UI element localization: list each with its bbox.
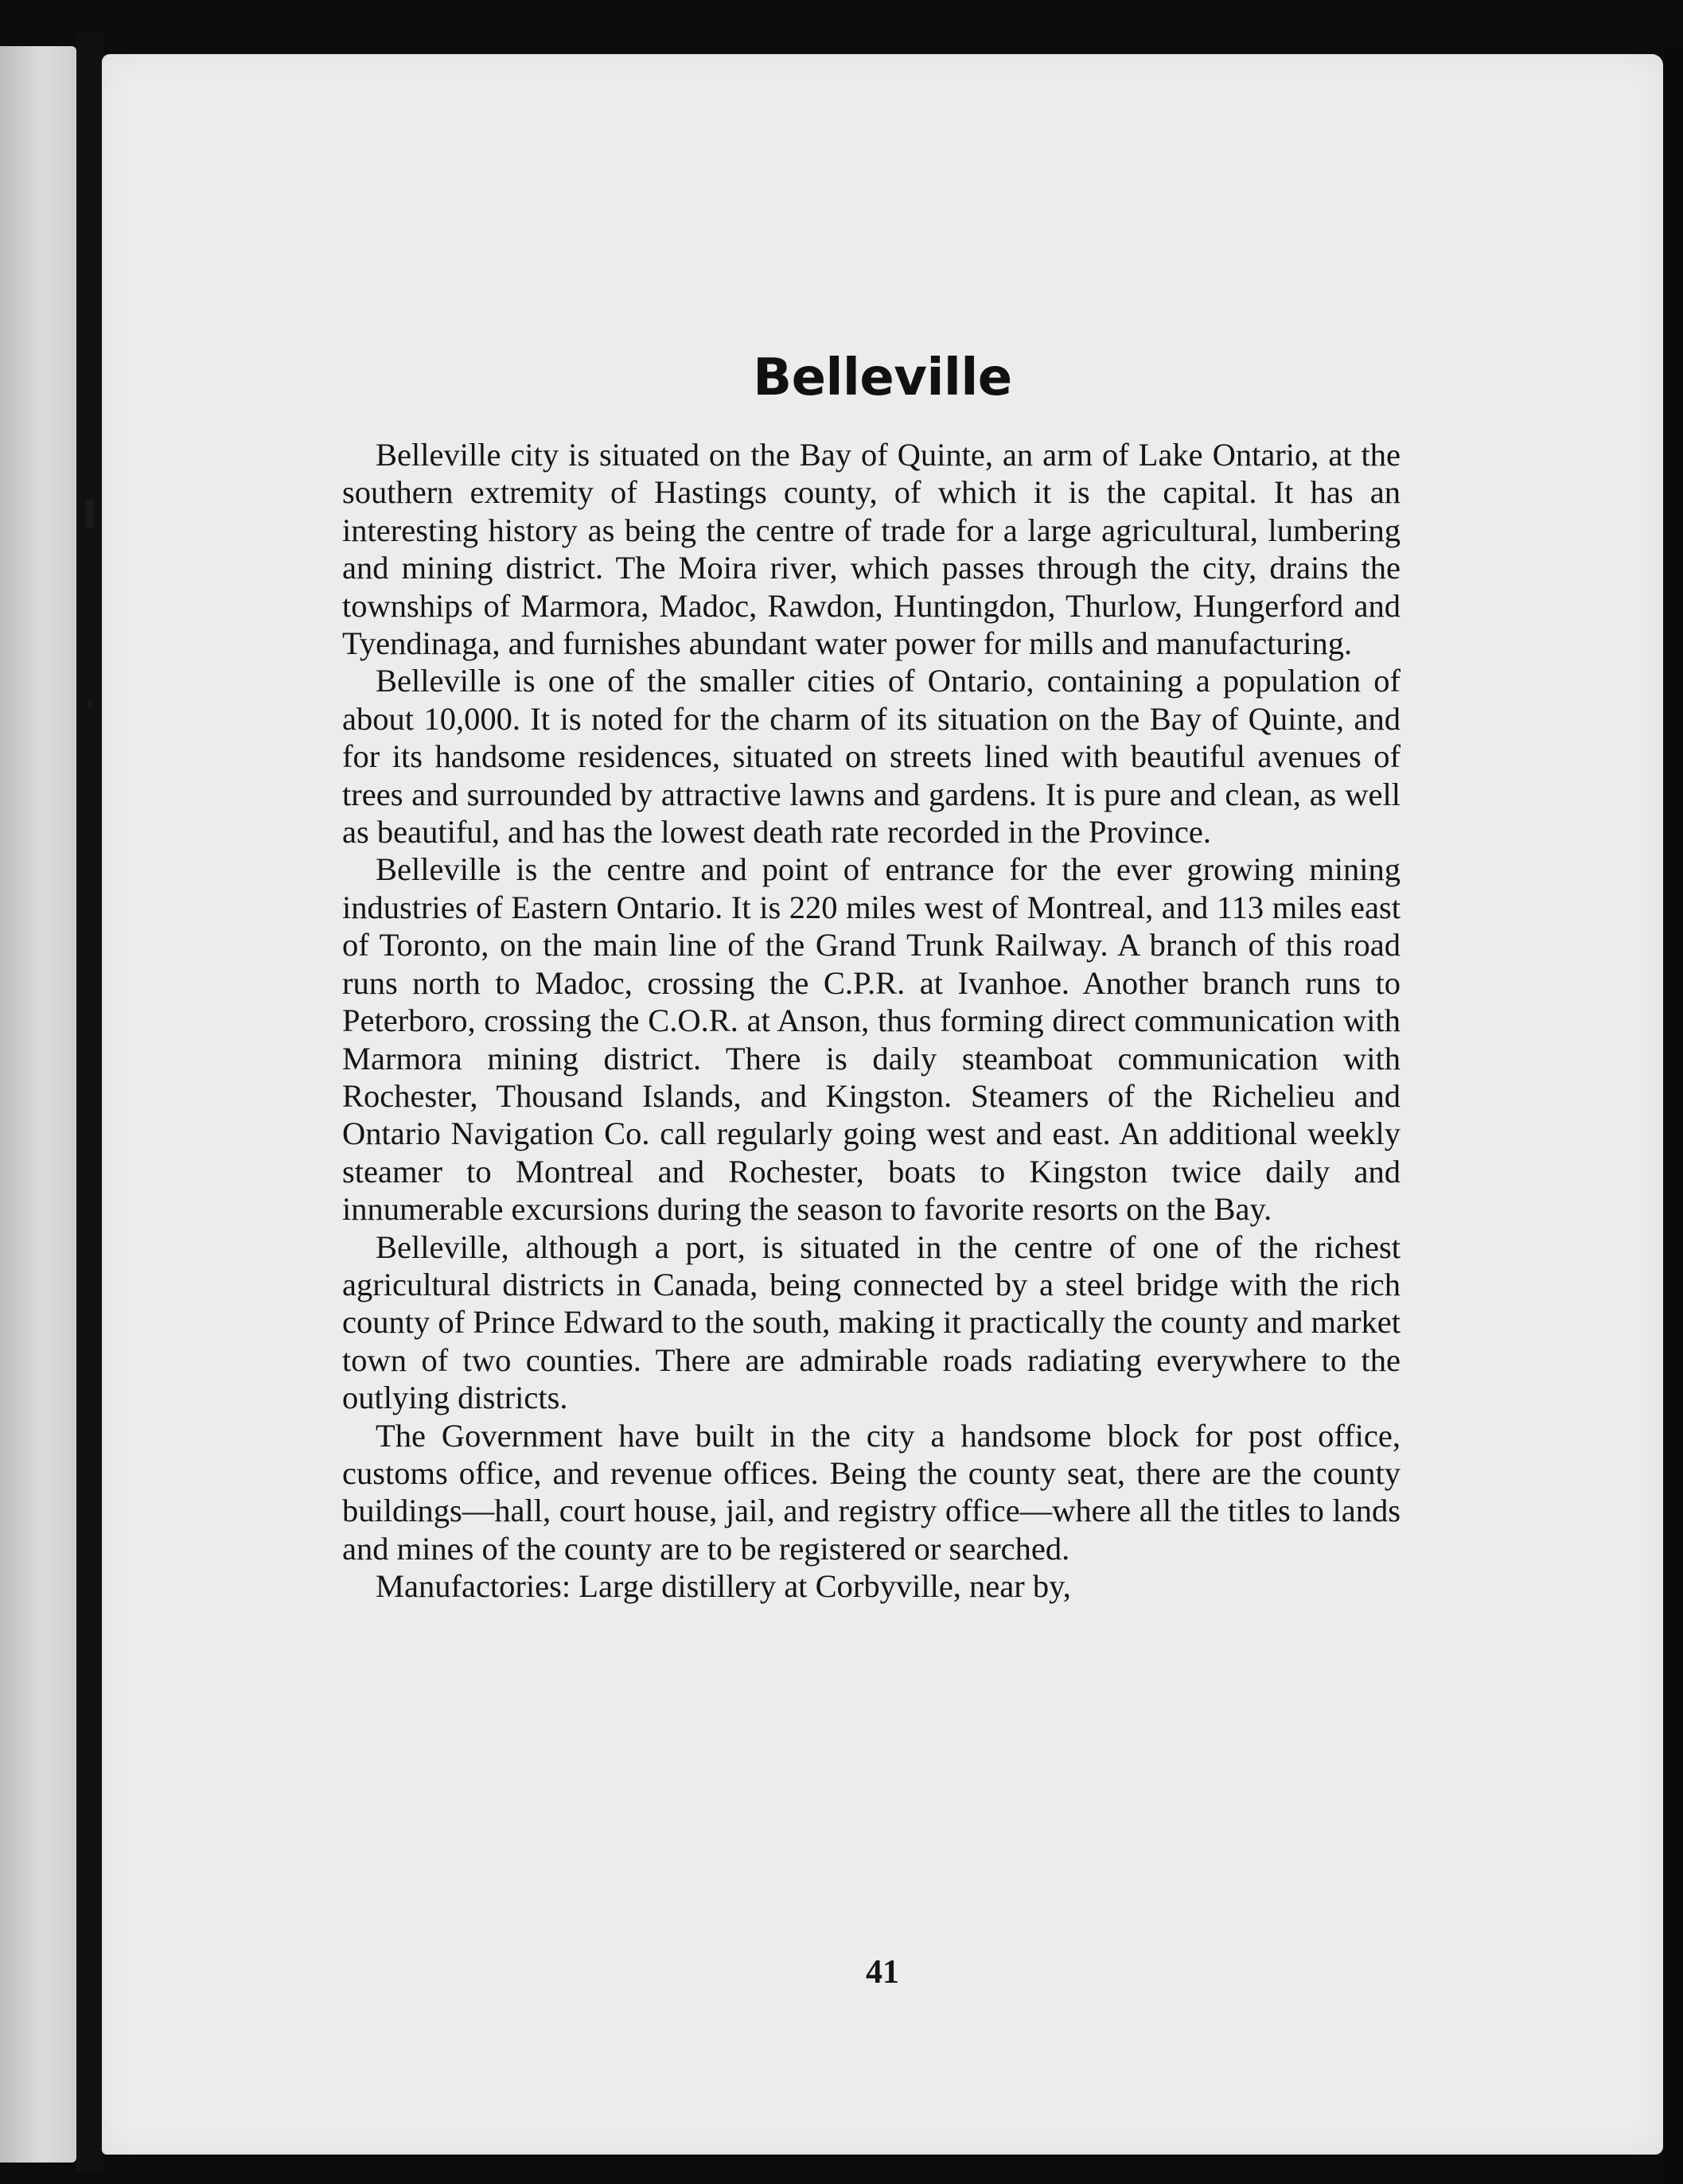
- book-gutter: [76, 32, 103, 2172]
- paragraph: Belleville city is situated on the Bay of Quinte, an arm of Lake Ontario, at the southern extremity of Hastings county, of which it is the capital. It has an interesting history as being the centre of trade for a large agricultural, lumbering and mining district. The Moira river, which passes through the city, drains the townships of Marmora, Madoc, Rawdon, Huntingdon, Thurlow, Hungerford and Tyendinaga, and furnishes abundant water power for mills and manufacturing.: [342, 437, 1401, 662]
- paragraph: Belleville is one of the smaller cities of Ontario, containing a population of about 10,000. It is noted for the charm of its situation on the Bay of Quinte, and for its handsome residences, situated on streets lined with beautiful avenues of trees and surrounded by attractive lawns and gardens. It is pure and clean, as well as beautiful, and has the lowest death rate recorded in the Province.: [342, 663, 1401, 851]
- gutter-mark: [86, 500, 94, 528]
- gutter-mark: [88, 700, 92, 708]
- paragraph: The Government have built in the city a handsome block for post office, customs office, and revenue offices. Being the county seat, there are the county buildings—hall, court house, jail, and registry office—where all the titles to lands and mines of the county are to be registered or searched.: [342, 1417, 1401, 1567]
- paragraph: Belleville, although a port, is situated in the centre of one of the richest agricultural districts in Canada, being connected by a steel bridge with the rich county of Prince Edward to the south, making it practically the county and market town of two counties. There are admirable roads radiating everywhere to the outlying districts.: [342, 1228, 1401, 1416]
- page-number: 41: [866, 1954, 899, 1991]
- right-page-shadow: [1664, 48, 1683, 2184]
- page-title: Belleville: [753, 348, 1012, 407]
- body-text: [342, 436, 1401, 1606]
- paragraph: Belleville is the centre and point of entrance for the ever growing mining industries of Eastern Ontario. It is 220 miles west of Montreal, and 113 miles east of Toronto, on the main line of the Grand Trunk Railway. A branch of this road runs north to Madoc, crossing the C.P.R. at Ivanhoe. Another branch runs to Peterboro, crossing the C.O.R. at Anson, thus forming direct communication with Marmora mining district. There is daily steamboat communication with Rochester, Thousand Islands, and Kingston. Steamers of the Richelieu and Ontario Navigation Co. call regularly going west and east. An additional weekly steamer to Montreal and Rochester, boats to Kingston twice daily and innumerable excursions during the season to favorite resorts on the Bay.: [342, 851, 1401, 1228]
- paragraph: Manufactories: Large distillery at Corbyville, near by,: [376, 1568, 1071, 1605]
- facing-page-edge: [0, 46, 76, 2163]
